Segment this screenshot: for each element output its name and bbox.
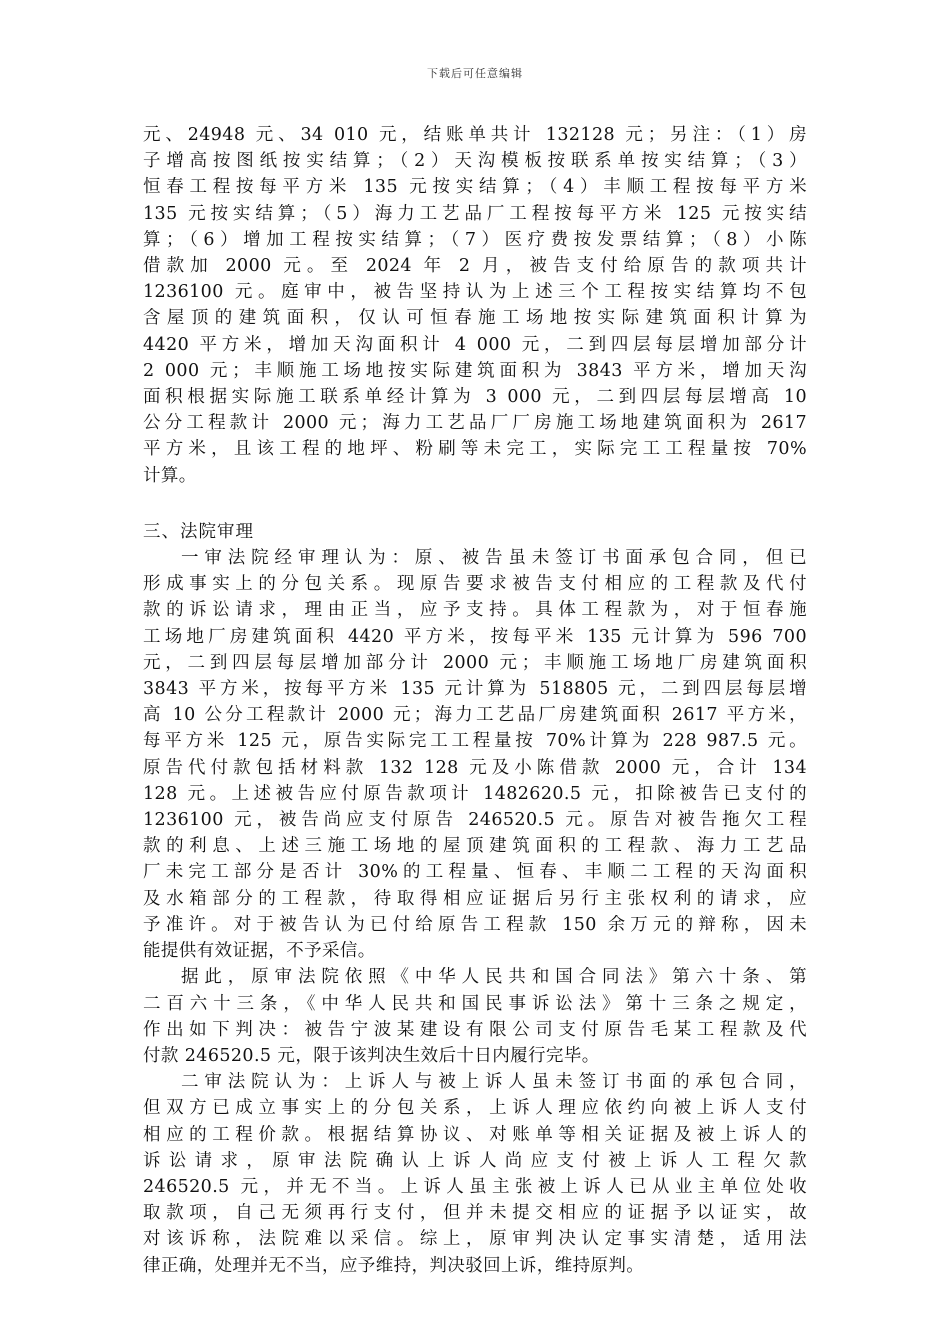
text-line: 律正确，处理并无不当，应予维持，判决驳回上诉，维持原判。: [143, 1255, 645, 1276]
text-line: 元，二到四层每层增加部分计 2000 元；丰顺施工场地厂房建筑面积: [143, 652, 807, 673]
text-line: 相应的工程价款。根据结算协议、对账单等相关证据及被上诉人的: [143, 1124, 807, 1145]
text-line: 1236100 元。庭审中，被告坚持认为上述三个工程按实结算均不包: [143, 282, 807, 303]
text-line: 含屋顶的建筑面积，仅认可恒春施工场地按实际建筑面积计算为: [143, 308, 807, 329]
text-line: 高 10 公分工程款计 2000 元；海力工艺品厂房建筑面积 2617 平方米，: [143, 705, 807, 726]
text-line: 计算。: [143, 465, 197, 486]
text-line: 算；（6）增加工程按实结算；（7）医疗费按发票结算；（8）小陈: [143, 229, 807, 250]
judgment-paragraph: [143, 964, 807, 1069]
text-line: 厂未完工部分是否计 30%的工程量、恒春、丰顺二工程的天沟面积: [143, 862, 807, 883]
page-header: 下载后可任意编辑: [427, 67, 523, 80]
text-line: 但双方已成立事实上的分包关系，上诉人理应依约向被上诉人支付: [143, 1098, 807, 1119]
text-line: 作出如下判决：被告宁波某建设有限公司支付原告毛某工程款及代: [143, 1019, 807, 1040]
section-title: 三、法院审理: [143, 521, 254, 542]
text-line: 一审法院经审理认为：原、被告虽未签订书面承包合同，但已: [181, 548, 807, 569]
section-2-continuation: [143, 122, 807, 489]
text-line: 工场地厂房建筑面积 4420 平方米，按每平米 135 元计算为 596 700: [143, 626, 807, 647]
text-line: 135 元按实结算；（5）海力工艺品厂工程按每平方米 125 元按实结: [143, 203, 807, 224]
text-line: 1236100 元，被告尚应支付原告 246520.5 元。原告对被告拖欠工程: [143, 810, 807, 831]
first-instance-paragraph: [143, 545, 807, 964]
text-line: 及水箱部分的工程款，待取得相应证据后另行主张权利的请求，应: [143, 888, 807, 909]
second-instance-paragraph: [143, 1069, 807, 1279]
text-line: 原告代付款包括材料款 132 128 元及小陈借款 2000 元，合计 134: [143, 757, 807, 778]
text-line: 246520.5 元，并无不当。上诉人虽主张被上诉人已从业主单位处收: [143, 1176, 807, 1197]
text-line: 恒春工程按每平方米 135 元按实结算；（4）丰顺工程按每平方米: [143, 177, 807, 198]
text-line: 款的诉讼请求，理由正当，应予支持。具体工程款为，对于恒春施: [143, 600, 807, 621]
text-line: 128 元。上述被告应付原告款项计 1482620.5 元，扣除被告已支付的: [143, 783, 807, 804]
text-line: 诉讼请求，原审法院确认上诉人尚应支付被上诉人工程欠款: [143, 1150, 807, 1171]
text-line: 二审法院认为：上诉人与被上诉人虽未签订书面的承包合同，: [181, 1072, 807, 1093]
text-line: 取款项，自己无须再行支付，但并未提交相应的证据予以证实，故: [143, 1203, 807, 1224]
text-line: 元、24948 元、34 010 元，结账单共计 132128 元；另注：（1）房: [143, 125, 807, 145]
text-line: 3843 平方米，按每平方米 135 元计算为 518805 元，二到四层每层增: [143, 679, 807, 700]
text-line: 二百六十三条，《中华人民共和国民事诉讼法》第十三条之规定，: [143, 993, 807, 1014]
text-line: 能提供有效证据，不予采信。: [143, 941, 376, 962]
text-line: 予准许。对于被告认为已付给原告工程款 150 余万元的辩称，因未: [143, 914, 807, 935]
text-line: 对该诉称，法院难以采信。综上，原审判决认定事实清楚，适用法: [143, 1229, 807, 1250]
text-line: 2 000 元；丰顺施工场地按实际建筑面积为 3843 平方米，增加天沟: [143, 360, 807, 381]
text-line: 子增高按图纸按实结算；（2）天沟模板按联系单按实结算；（3）: [143, 151, 807, 172]
text-line: 公分工程款计 2000 元；海力工艺品厂厂房施工场地建筑面积为 2617: [143, 413, 807, 434]
text-line: 据此，原审法院依照《中华人民共和国合同法》第六十条、第: [181, 967, 807, 988]
paragraph-gap: [143, 489, 807, 519]
text-line: 形成事实上的分包关系。现原告要求被告支付相应的工程款及代付: [143, 574, 807, 595]
document-body: [143, 122, 807, 1279]
text-line: 借款加 2000 元。至 2024 年 2 月，被告支付给原告的款项共计: [143, 256, 807, 277]
text-line: 款的利息、上述三施工场地的屋顶建筑面积的工程款、海力工艺品: [143, 836, 807, 857]
text-line: 4420 平方米，增加天沟面积计 4 000 元，二到四层每层增加部分计: [143, 334, 807, 355]
text-line: 每平方米 125 元，原告实际完工工程量按 70%计算为 228 987.5 元。: [143, 731, 807, 752]
text-line: 平方米，且该工程的地坪、粉刷等未完工，实际完工工程量按 70%: [143, 439, 807, 460]
text-line: 面积根据实际施工联系单经计算为 3 000 元，二到四层每层增高 10: [143, 387, 807, 408]
text-line: 付款 246520.5 元，限于该判决生效后十日内履行完毕。: [143, 1045, 600, 1066]
